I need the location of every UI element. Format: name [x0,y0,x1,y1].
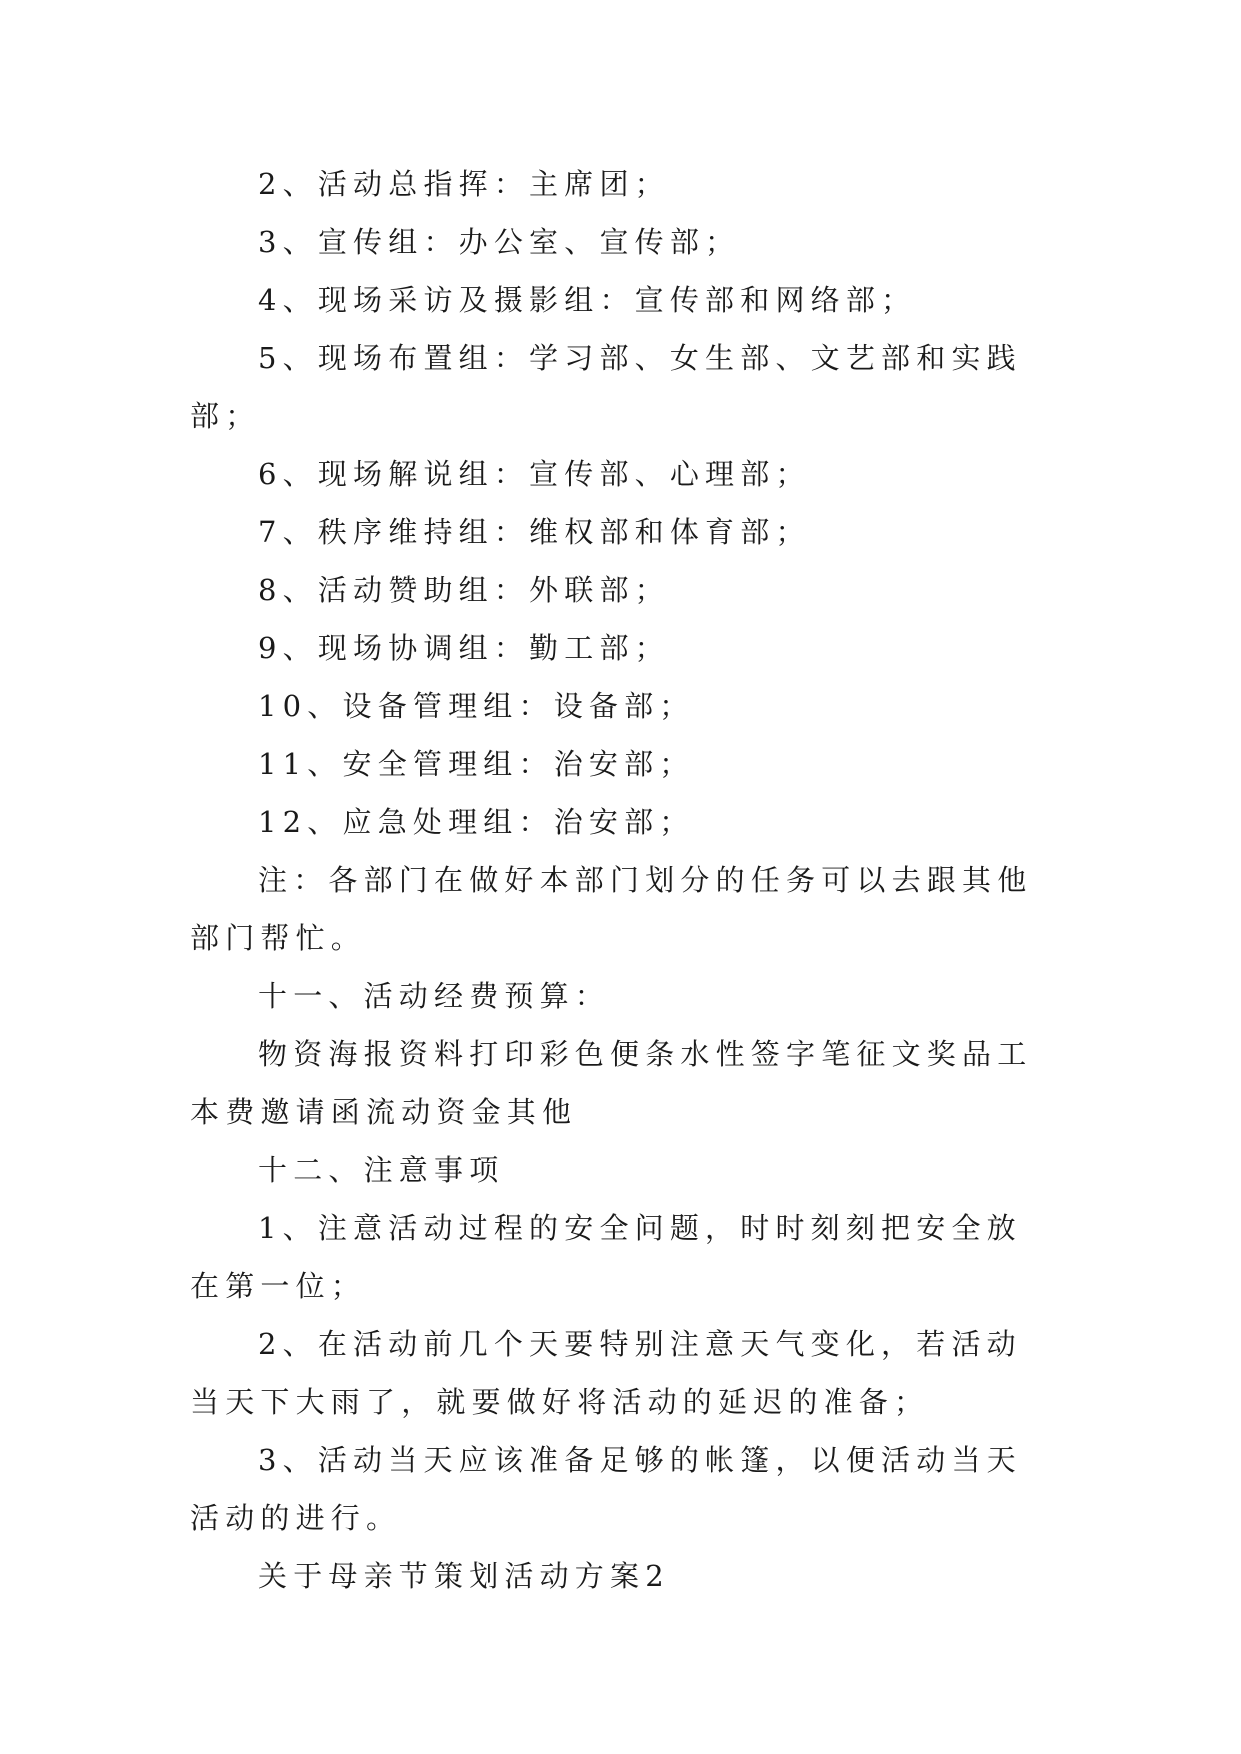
next-section-title: 关于母亲节策划活动方案2 [258,1559,670,1593]
budget-paragraph: 物资海报资料打印彩色便条水性签字笔征文奖品工本费邀请函流动资金其他 [190,1037,1033,1129]
notes-item-3: 3、活动当天应该准备足够的帐篷，以便活动当天活动的进行。 [190,1443,1022,1535]
notes-item-1: 1、注意活动过程的安全问题，时时刻刻把安全放在第一位； [190,1211,1022,1303]
list-item-layout: 5、现场布置组：学习部、女生部、文艺部和实践部； [190,341,1022,433]
list-item-order: 7、秩序维持组：维权部和体育部； [258,515,811,549]
list-item-publicity: 3、宣传组：办公室、宣传部； [258,225,741,259]
list-item-emergency: 12、应急处理组：治安部； [258,805,695,839]
section-heading-notes: 十二、注意事项 [258,1153,505,1187]
list-item-coordination: 9、现场协调组：勤工部； [258,631,670,665]
section-heading-budget: 十一、活动经费预算： [258,979,611,1013]
list-item-sponsor: 8、活动赞助组：外联部； [258,573,670,607]
list-item-command: 2、活动总指挥：主席团； [258,167,670,201]
list-item-safety: 11、安全管理组：治安部； [258,747,695,781]
document-page [190,155,1050,1605]
list-item-commentary: 6、现场解说组：宣传部、心理部； [258,457,811,491]
list-item-interview: 4、现场采访及摄影组：宣传部和网络部； [258,283,917,317]
note-paragraph: 注：各部门在做好本部门划分的任务可以去跟其他部门帮忙。 [190,863,1033,955]
notes-item-2: 2、在活动前几个天要特别注意天气变化，若活动当天下大雨了，就要做好将活动的延迟的准备； [190,1327,1022,1419]
list-item-equipment: 10、设备管理组：设备部； [258,689,695,723]
